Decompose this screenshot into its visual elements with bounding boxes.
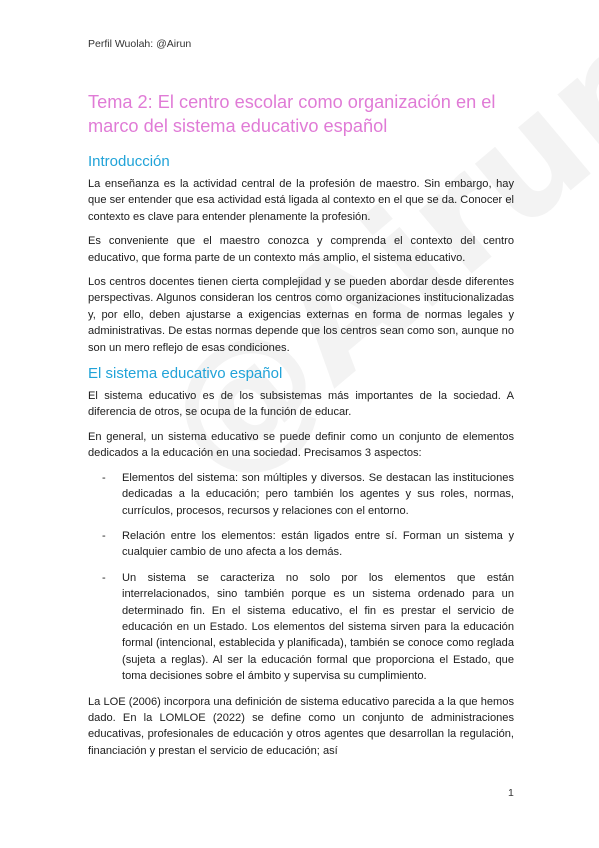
- bullet-marker: -: [102, 571, 106, 584]
- paragraph: La LOE (2006) incorpora una definición de sistema educativo parecida a la que hemos dado. En la LOMLOE (2022) se define como un conjunto de administraciones educativas, profesionales de educación y otros agentes que desarrollan la regulación, financiación y prestan el servicio de educación; así: [88, 695, 514, 757]
- list-item-text: Un sistema se caracteriza no solo por los elementos que están interrelacionados, sino también porque es un sistema ordenado para un determinado fin. En el sistema educativo, el fin es prestar el servicio de educación en un Estado. Los elementos del sistema sirven para la educación formal (intencional, establecida y planificada), también se conoce como reglada (sujeta a reglas). Al ser la educación formal que proporciona el Estado, que toma decisiones sobre el ámbito y supervisa su cumplimiento.: [122, 571, 514, 683]
- list-item-text: Relación entre los elementos: están ligados entre sí. Forman un sistema y cualquier cambio de uno afecta a los demás.: [122, 529, 514, 559]
- bullet-list: [88, 470, 514, 685]
- paragraph: En general, un sistema educativo se puede definir como un conjunto de elementos dedicados a la educación en una sociedad. Precisamos 3 aspectos:: [88, 430, 514, 460]
- document-body: [88, 90, 514, 767]
- document-title: Tema 2: El centro escolar como organización en el marco del sistema educativo español: [88, 92, 496, 136]
- page-number: 1: [508, 787, 514, 799]
- bullet-marker: -: [102, 471, 106, 484]
- paragraph: El sistema educativo es de los subsistemas más importantes de la sociedad. A diferencia de otros, se ocupa de la función de educar.: [88, 390, 514, 419]
- list-item: [88, 470, 514, 519]
- paragraph: Es conveniente que el maestro conozca y comprenda el contexto del centro educativo, que forma parte de un contexto más amplio, el sistema educativo.: [88, 235, 514, 264]
- paragraph: Los centros docentes tienen cierta complejidad y se pueden abordar desde diferentes perspectivas. Algunos consideran los centros como organizaciones institucionalizadas y, por ello, deben ajustarse a exigencias externas en forma de normas legales y administrativas. De estas normas depende que los centros sean como son, aunque no son un mero reflejo de esas condiciones.: [88, 276, 514, 354]
- section-heading-sistema-educativo: El sistema educativo español: [88, 365, 283, 383]
- section-heading-introduccion: Introducción: [88, 153, 170, 170]
- paragraph: La enseñanza es la actividad central de la profesión de maestro. Sin embargo, hay que ser entender que esa actividad está ligada al contexto en el que se da. Conocer el contexto es clave para entender plenamente la profesión.: [88, 178, 514, 223]
- list-item: [88, 570, 514, 685]
- page-header: Perfil Wuolah: @Airun: [88, 38, 192, 50]
- bullet-marker: -: [102, 529, 106, 542]
- list-item: [88, 528, 514, 561]
- list-item-text: Elementos del sistema: son múltiples y diversos. Se destacan las instituciones dedicadas a la educación; pero también los agentes y sus roles, normas, currículos, procesos, recursos y relaciones con el entorno.: [122, 471, 514, 517]
